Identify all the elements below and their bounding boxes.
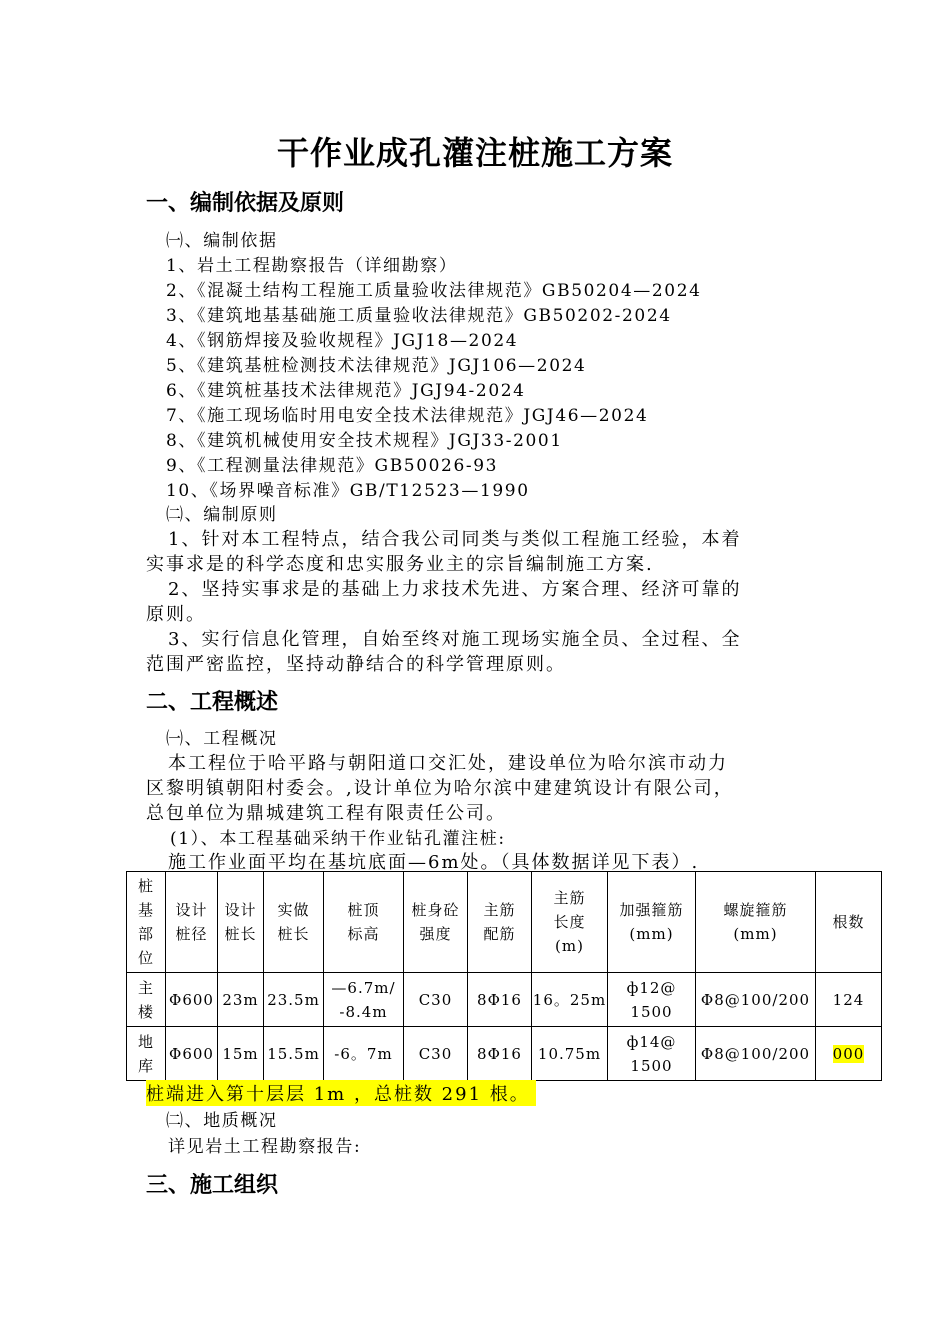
- table-header-row: [127, 872, 882, 973]
- highlighted-count: 000: [832, 1044, 865, 1063]
- basis-item: 1、岩土工程勘察报告（详细勘察）: [166, 256, 458, 276]
- pile-note: 桩端进入第十层层 1m ，总桩数 291 根。: [146, 1080, 536, 1106]
- subheading-overview: ㈠、工程概况: [166, 729, 278, 749]
- table-cell: 124: [816, 973, 882, 1027]
- basis-item: 5、《建筑基桩检测技术法律规范》JGJ106—2024: [166, 356, 587, 376]
- table-cell-count: [816, 1027, 882, 1081]
- basis-item: 2、《混凝土结构工程施工质量验收法律规范》GB50204—2024: [166, 281, 702, 301]
- table-cell: 8Φ16: [468, 1027, 532, 1081]
- subheading-basis: ㈠、编制依据: [166, 231, 278, 251]
- basis-item: 10、《场界噪音标准》GB/T12523—1990: [166, 481, 530, 501]
- basis-item: 4、《钢筋焊接及验收规程》JGJ18—2024: [166, 331, 519, 351]
- table-row: [127, 1027, 882, 1081]
- table-cell: Φ600: [166, 1027, 218, 1081]
- table-cell: 23m: [218, 973, 264, 1027]
- page-title: 干作业成孔灌注桩施工方案: [276, 134, 673, 172]
- basis-item: 6、《建筑桩基技术法律规范》JGJ94-2024: [166, 381, 526, 401]
- table-cell: 主 楼: [127, 973, 166, 1027]
- table-cell: 16。25m: [532, 973, 608, 1027]
- table-header-cell: 实做 桩长: [264, 872, 324, 973]
- paragraph-line: 原则。: [146, 604, 206, 625]
- table-cell: 15.5m: [264, 1027, 324, 1081]
- pile-table: [126, 871, 882, 1081]
- overview-line: 区黎明镇朝阳村委会。,设计单位为哈尔滨中建建筑设计有限公司，: [146, 778, 734, 799]
- table-header-cell: 加强箍筋 (mm): [608, 872, 696, 973]
- overview-line: 本工程位于哈平路与朝阳道口交汇处，建设单位为哈尔滨市动力: [168, 753, 728, 774]
- section-1-heading: 一、编制依据及原则: [146, 191, 345, 216]
- table-header-cell: 设计 桩长: [218, 872, 264, 973]
- basis-item: 3、《建筑地基基础施工质量验收法律规范》GB50202-2024: [166, 306, 672, 326]
- paragraph-line: 1、针对本工程特点，结合我公司同类与类似工程施工经验，本着: [168, 529, 742, 550]
- table-cell: Φ600: [166, 973, 218, 1027]
- table-cell: 15m: [218, 1027, 264, 1081]
- table-header-cell: 桩身砼 强度: [404, 872, 468, 973]
- table-cell: Φ8@100/200: [696, 1027, 816, 1081]
- basis-item: 8、《建筑机械使用安全技术规程》JGJ33-2001: [166, 431, 563, 451]
- section-3-heading: 三、施工组织: [146, 1173, 279, 1198]
- table-cell: -6。7m: [324, 1027, 404, 1081]
- table-header-cell: 桩 基 部 位: [127, 872, 166, 973]
- section-2-heading: 二、工程概述: [146, 690, 279, 715]
- paragraph-line: 范围严密监控，坚持动静结合的科学管理原则。: [146, 654, 566, 675]
- table-cell: 8Φ16: [468, 973, 532, 1027]
- table-cell: ф14@ 1500: [608, 1027, 696, 1081]
- table-cell: C30: [404, 1027, 468, 1081]
- geology-text: 详见岩土工程勘察报告:: [168, 1137, 362, 1157]
- table-row: [127, 973, 882, 1027]
- basis-item: 7、《施工现场临时用电安全技术法律规范》JGJ46—2024: [166, 406, 649, 426]
- basis-item: 9、《工程测量法律规范》GB50026-93: [166, 456, 499, 476]
- paragraph-line: 2、坚持实事求是的基础上力求技术先进、方案合理、经济可靠的: [168, 579, 742, 600]
- overview-item: (1）、本工程基础采纳干作业钻孔灌注桩:: [170, 829, 506, 849]
- table-header-cell: 主筋 长度 (m): [532, 872, 608, 973]
- subheading-principles: ㈡、编制原则: [166, 505, 278, 525]
- table-cell: ф12@ 1500: [608, 973, 696, 1027]
- table-header-cell: 根数: [816, 872, 882, 973]
- table-cell: C30: [404, 973, 468, 1027]
- paragraph-line: 实事求是的科学态度和忠实服务业主的宗旨编制施工方案.: [146, 554, 654, 575]
- overview-line: 总包单位为鼎城建筑工程有限责任公司。: [146, 803, 506, 824]
- table-cell: 地 库: [127, 1027, 166, 1081]
- table-header-cell: 桩顶 标高: [324, 872, 404, 973]
- table-cell: Φ8@100/200: [696, 973, 816, 1027]
- table-cell: 10.75m: [532, 1027, 608, 1081]
- table-header-cell: 螺旋箍筋 (mm): [696, 872, 816, 973]
- table-header-cell: 设计 桩径: [166, 872, 218, 973]
- table-cell: —6.7m/ -8.4m: [324, 973, 404, 1027]
- paragraph-line: 3、实行信息化管理，自始至终对施工现场实施全员、全过程、全: [168, 629, 742, 650]
- overview-item: 施工作业面平均在基坑底面—6m处。（具体数据详见下表）.: [168, 852, 700, 873]
- subheading-geology: ㈡、地质概况: [166, 1111, 278, 1131]
- table-cell: 23.5m: [264, 973, 324, 1027]
- table-header-cell: 主筋 配筋: [468, 872, 532, 973]
